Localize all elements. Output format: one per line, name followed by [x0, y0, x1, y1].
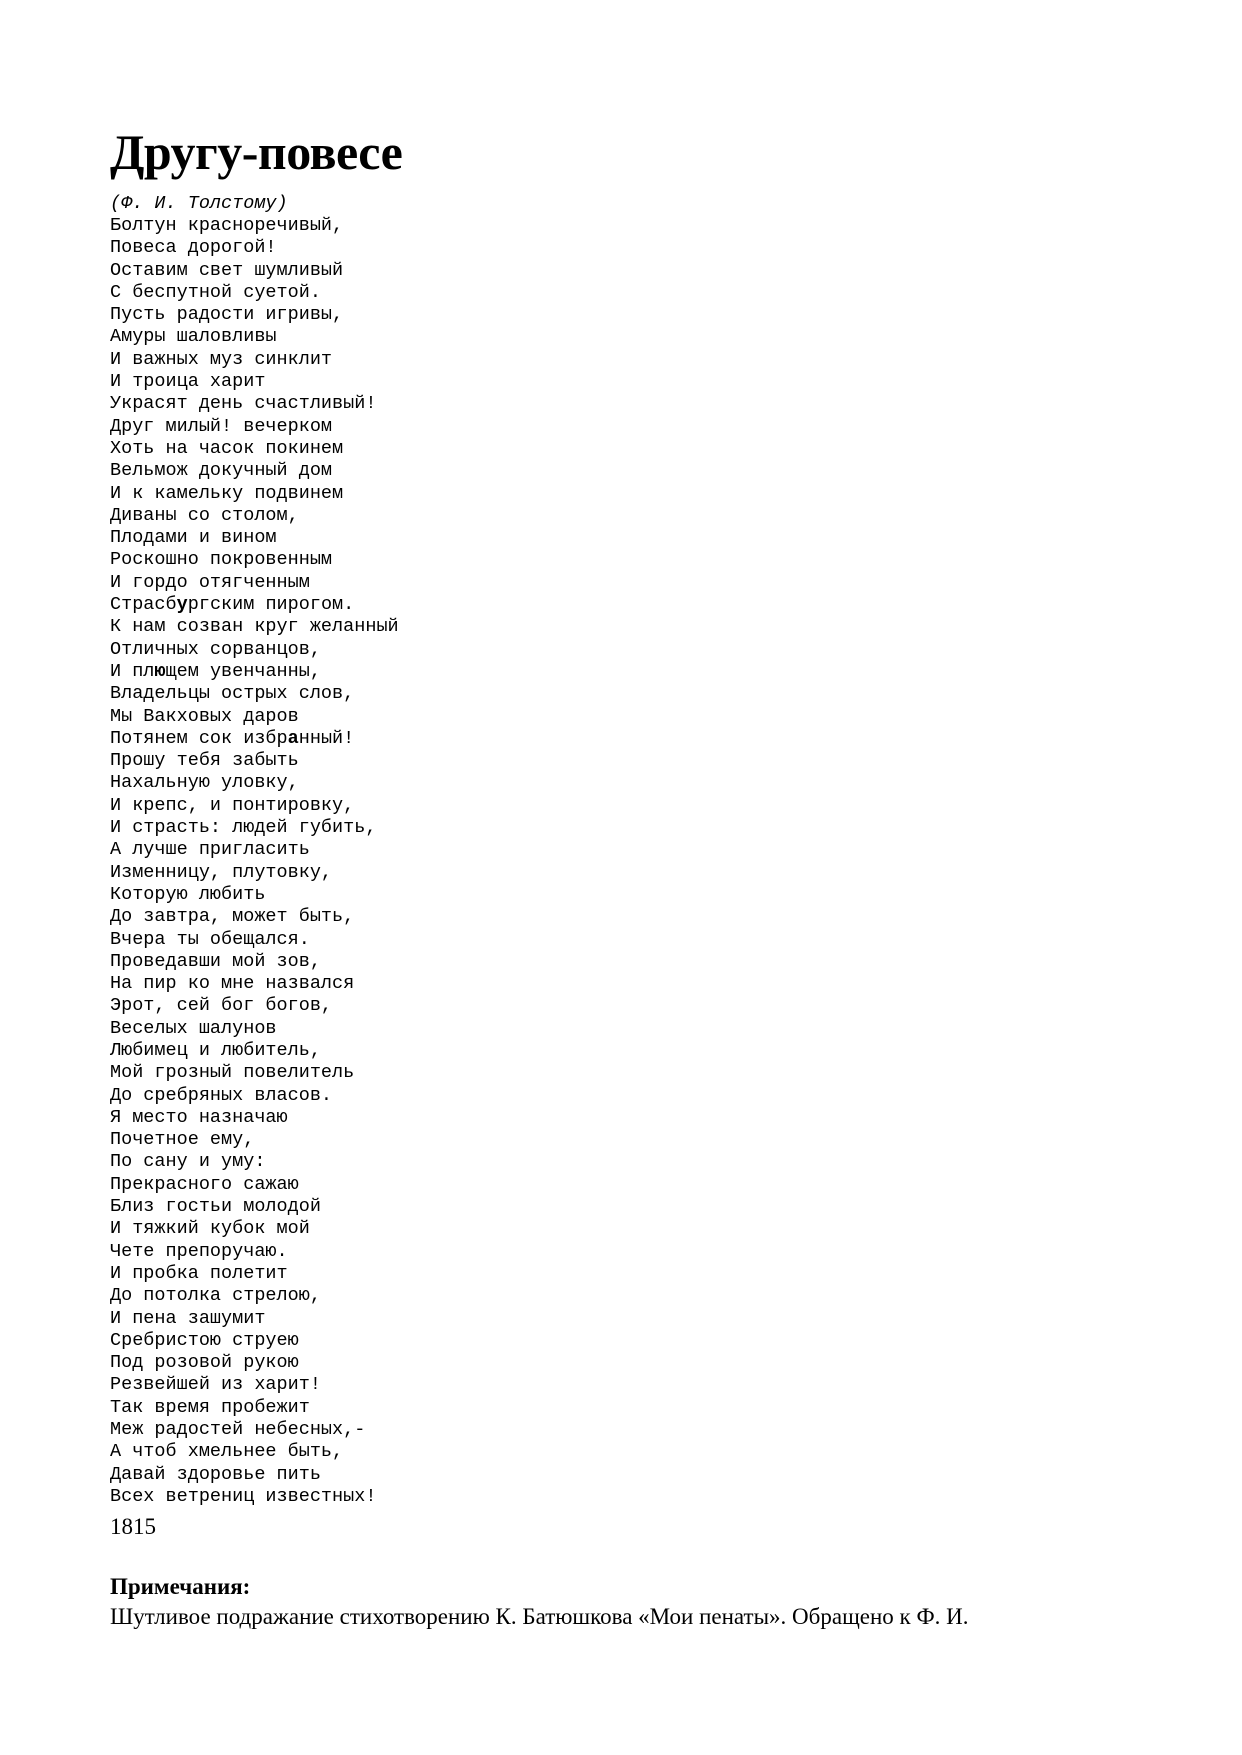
poem-line: Друг милый! вечерком [110, 415, 333, 437]
poem-line: Меж радостей небесных,- [110, 1419, 366, 1441]
poem-line: Которую любить [110, 883, 266, 905]
poem-line-segment: щем увенчанны, [165, 660, 321, 682]
poem-line [110, 661, 399, 683]
poem-line: Чете препоручаю. [110, 1240, 288, 1262]
poem-line: Эрот, сей бог богов, [110, 995, 333, 1017]
poem-line: Близ гостьи молодой [110, 1196, 321, 1218]
poem-line: До потолка стрелою, [110, 1285, 321, 1307]
poem-line-segment: нный! [298, 727, 355, 749]
poem-line: С беспутной суетой. [110, 281, 321, 303]
poem-line: На пир ко мне назвался [110, 973, 355, 995]
poem-line: Отличных сорванцов, [110, 638, 321, 660]
poem-line: Прошу тебя забыть [110, 750, 299, 772]
poem-line: А чтоб хмельнее быть, [110, 1441, 344, 1463]
poem-line: Резвейшей из харит! [110, 1374, 321, 1396]
stressed-letter: у [176, 594, 188, 616]
poem-line: Пусть радости игривы, [110, 304, 344, 326]
poem-line: И страсть: людей губить, [110, 817, 377, 839]
poem-line: По сану и уму: [110, 1151, 266, 1173]
poem-line: Изменницу, плутовку, [110, 861, 333, 883]
stressed-letter: а [287, 727, 299, 749]
poem-line: Нахальную уловку, [110, 772, 299, 794]
poem-line: Амуры шаловливы [110, 326, 277, 348]
poem-line: Проведавши мой зов, [110, 950, 321, 972]
poem-line: Украсят день счастливый! [110, 393, 377, 415]
poem-line: К нам созван круг желанный [110, 616, 399, 638]
notes-heading: Примечания: [110, 1574, 251, 1599]
poem-line: Хоть на часок покинем [110, 437, 344, 459]
poem-line-segment: Страсб [110, 594, 177, 616]
poem-line: Давай здоровье пить [110, 1463, 321, 1485]
poem-line: Вчера ты обещался. [110, 928, 310, 950]
poem-line: Плодами и вином [110, 527, 277, 549]
poem-line: И гордо отягченным [110, 571, 310, 593]
poem-title: Другу-повесе [110, 124, 403, 180]
poem-line: Оставим свет шумливый [110, 259, 344, 281]
poem-line: Болтун красноречивый, [110, 215, 344, 236]
poem-line: А лучше пригласить [110, 839, 310, 861]
poem-line: И важных муз синклит [110, 348, 333, 370]
poem-line: Любимец и любитель, [110, 1039, 321, 1061]
poem-line: Сребристою струею [110, 1329, 299, 1351]
poem-line-segment: Потянем сок избр [110, 727, 288, 749]
poem-line: И троица харит [110, 371, 266, 393]
poem-line: Всех ветрениц известных! [110, 1485, 377, 1507]
poem-line: Почетное ему, [110, 1129, 255, 1151]
poem-line: И пробка полетит [110, 1262, 288, 1284]
poem-line: Я место назначаю [110, 1106, 288, 1128]
poem-line: И к камельку подвинем [110, 482, 344, 504]
poem-line: Так время пробежит [110, 1396, 310, 1418]
poem-text [110, 215, 399, 1508]
poem-line: Прекрасного сажаю [110, 1173, 299, 1195]
poem-line: Владельцы острых слов, [110, 683, 355, 705]
poem-line: И тяжкий кубок мой [110, 1218, 310, 1240]
poem-line: Под розовой рукою [110, 1352, 299, 1374]
poem-line: Повеса дорогой! [110, 237, 277, 259]
poem-line: Вельмож докучный дом [110, 460, 333, 482]
dedication: (Ф. И. Толстому) [110, 193, 288, 214]
poem-line: Мы Вакховых даров [110, 705, 299, 727]
poem-line: И пена зашумит [110, 1307, 266, 1329]
poem-line: До сребряных власов. [110, 1084, 333, 1106]
poem-line [110, 728, 399, 750]
poem-line: До завтра, может быть, [110, 906, 355, 928]
poem-line-segment: И пл [110, 660, 155, 682]
poem-line: Диваны со столом, [110, 504, 299, 526]
poem-line: Мой грозный повелитель [110, 1062, 355, 1084]
stressed-letter: ю [154, 660, 166, 682]
poem-year: 1815 [110, 1514, 156, 1539]
poem-line: Роскошно покровенным [110, 549, 333, 571]
poem-line: И крепс, и понтировку, [110, 794, 355, 816]
poem-line-segment: ргским пирогом. [187, 594, 355, 616]
poem-line [110, 594, 399, 616]
notes-text: Шутливое подражание стихотворению К. Батюшкова «Мои пенаты». Обращено к Ф. И. [110, 1604, 969, 1629]
poem-line: Веселых шалунов [110, 1017, 277, 1039]
